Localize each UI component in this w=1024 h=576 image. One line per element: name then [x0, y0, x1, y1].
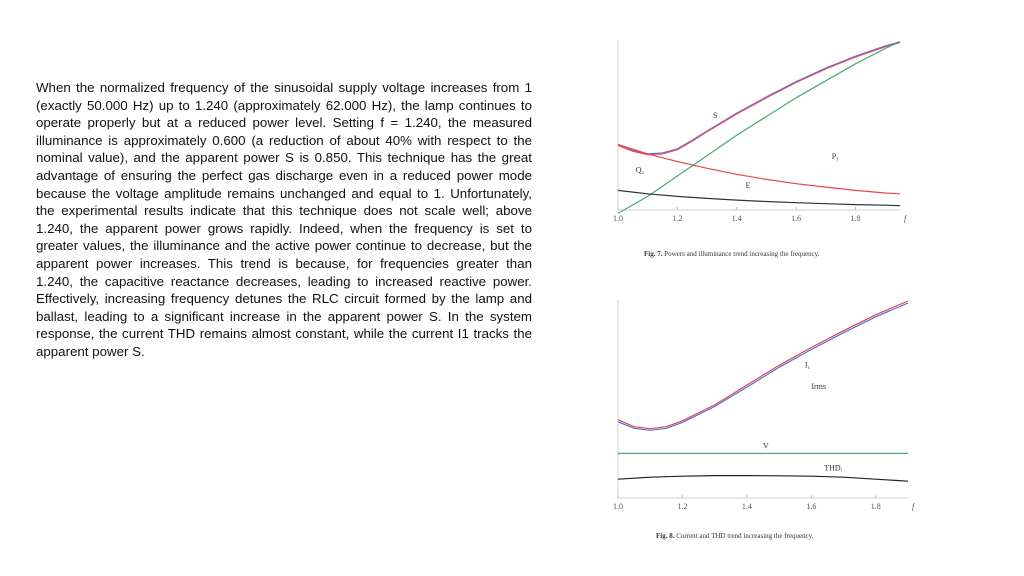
- figure-8: [610, 298, 915, 511]
- x-tick-label: 1.0: [613, 214, 623, 223]
- curve-label: THDᵢ: [824, 463, 842, 473]
- x-tick-label: 1.4: [731, 214, 742, 223]
- figure-7-chart: [610, 38, 910, 223]
- x-tick-label: 1.8: [870, 502, 881, 511]
- figure-8-caption-text: Current and THD trend increasing the frequency.: [676, 532, 814, 540]
- figure-8-caption-label: Fig. 8.: [656, 532, 675, 540]
- series-s-red-line: [618, 43, 900, 155]
- x-tick-label: 1.2: [672, 214, 683, 223]
- figure-7: [610, 38, 910, 223]
- x-tick-label: 1.2: [677, 502, 688, 511]
- x-axis-symbol: f: [904, 214, 907, 223]
- figure-7-caption: [644, 250, 819, 258]
- series-irms-line: [618, 303, 908, 430]
- series-thd1-line: [618, 476, 908, 482]
- x-axis-symbol: f: [912, 502, 915, 511]
- series-s-line: [618, 42, 900, 154]
- series-e-line: [618, 190, 900, 205]
- figure-7-caption-label: Fig. 7.: [644, 250, 663, 258]
- curve-label: P₁: [831, 152, 839, 161]
- x-tick-label: 1.6: [791, 214, 802, 223]
- x-tick-label: 1.6: [806, 502, 817, 511]
- figure-8-chart: [610, 298, 915, 511]
- figure-7-caption-text: Powers and illuminance trend increasing the frequency.: [664, 250, 820, 258]
- figure-8-caption: [656, 532, 813, 540]
- curve-label: E: [745, 180, 751, 190]
- curve-label: S: [712, 111, 718, 121]
- curve-label: I₁: [804, 360, 811, 370]
- body-paragraph: When the normalized frequency of the sinusoidal supply voltage increases from 1 (exactly 50.000 Hz) up to 1.240 (approximately 62.000 Hz), the lamp continues to operate properly but at a reduced power level. Setting f = 1.240, the measured illuminance is approximately 0.600 (a reduction of about 40% with respect to the nominal value), and the apparent power S is 0.850. This technique has the great advantage of ensuring the perfect gas discharge even in a reduced power mode because the voltage amplitude remains unchanged and equal to 1. Unfortunately, the experimental results indicate that this technique does not scale well; above 1.240, the apparent power grows rapidly. Indeed, when the frequency is set to greater values, the illuminance and the active power continue to decrease, but the apparent power increases. This trend is because, for frequencies greater than 1.240, the capacitive reactance decreases, leading to increased reactive power. Effectively, increasing frequency detunes the RLC circuit formed by the lamp and ballast, leading to a significant increase in the apparent power S. In the system response, the current THD remains almost constant, while the current I1 tracks the apparent power S.: [36, 80, 532, 359]
- curve-label: Irms: [811, 382, 827, 392]
- series-i1-line: [618, 301, 908, 429]
- x-tick-label: 1.0: [613, 502, 623, 511]
- curve-label: V: [763, 441, 769, 451]
- x-tick-label: 1.8: [850, 214, 861, 223]
- x-tick-label: 1.4: [741, 502, 752, 511]
- series-p1-line: [618, 145, 900, 194]
- curve-label: Q₁: [635, 165, 645, 175]
- series-q1-line: [618, 42, 900, 214]
